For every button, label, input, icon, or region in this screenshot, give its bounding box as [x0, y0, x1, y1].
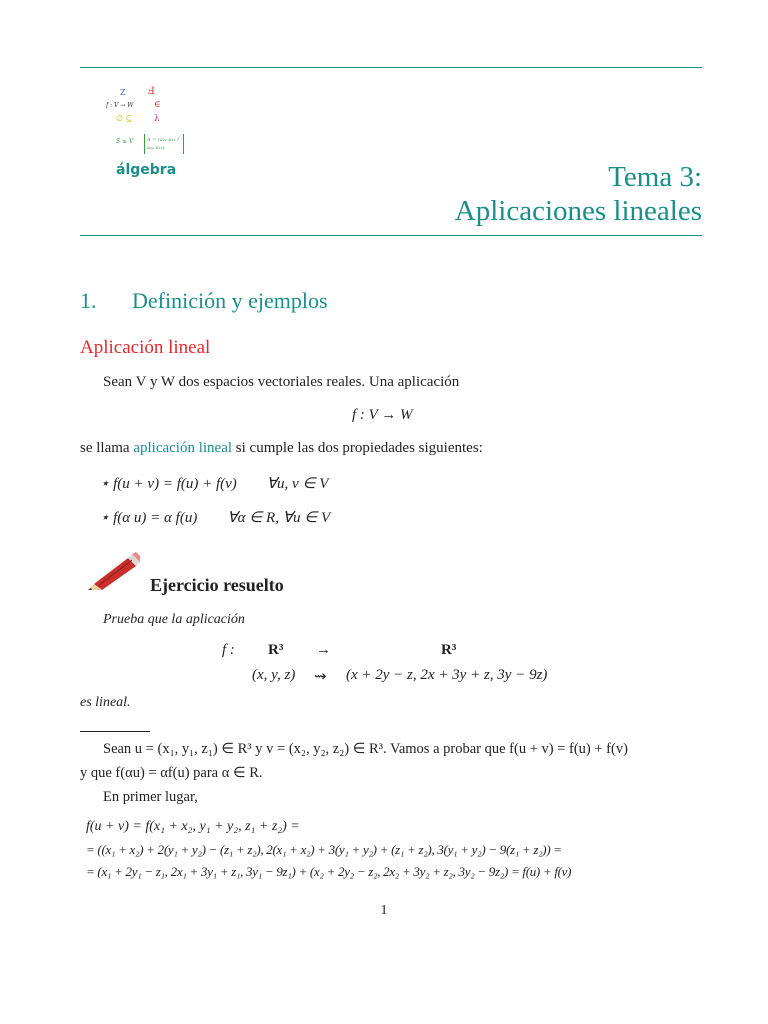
chapter-number: Tema 3:: [608, 161, 702, 193]
logo-subsets: ∅ ⊆: [116, 114, 133, 123]
section-number: 1.: [80, 288, 97, 313]
proof-line-2: y que f(αu) = αf(u) para α ∈ R.: [80, 765, 263, 781]
equation-line-3: = (x₁ + 2y₁ − z₁, 2x₁ + 3y₁ + z₁, 3y₁ − 9z₁) + (x₂ + 2y₂ − z₂, 2x₂ + 3y₂ + z₂, 3y₂ − 9z₂) = f(u) + f(v): [86, 864, 572, 879]
equation-line-2: = ((x₁ + x₂) + 2(y₁ + y₂) − (z₁ + z₂), 2(x₁ + x₂) + 3(y₁ + y₂) + (z₁ + z₂), 3(y₁ + y₂) − 9(z₁ + z₂)) =: [86, 842, 562, 857]
definition-intro: Sean V y W dos espacios vectoriales reales. Una aplicación: [103, 374, 460, 390]
section-title: Definición y ejemplos: [132, 288, 328, 313]
exercise-title: Ejercicio resuelto: [150, 575, 284, 595]
logo-in: ∈: [154, 100, 161, 110]
exercise-statement: Prueba que la aplicación: [103, 612, 245, 627]
top-rule: [80, 67, 702, 68]
logo-word: álgebra: [116, 162, 177, 178]
exercise-domain: R³: [268, 642, 284, 658]
exercise-codomain: R³: [441, 642, 457, 658]
chapter-name: Aplicaciones lineales: [454, 195, 702, 227]
definition-term: aplicación lineal: [133, 440, 233, 456]
exercise-element: (x, y, z): [252, 667, 296, 683]
property-homogeneity: ⋆ f(α u) = α f(u) ∀α ∈ R, ∀u ∈ V: [100, 510, 331, 526]
pencil-icon: [86, 550, 140, 590]
logo-subspace: S ≤ V: [116, 138, 134, 145]
section-heading: [80, 288, 328, 314]
definition-called-suffix: si cumple las dos propiedades siguientes:: [232, 440, 483, 456]
proof-line-3: En primer lugar,: [103, 789, 198, 805]
header-bottom-rule: [80, 235, 702, 236]
logo-red-symbol: Ⅎ: [148, 86, 155, 97]
subsection-heading: Aplicación lineal: [80, 337, 211, 358]
exercise-image: (x + 2y − z, 2x + 3y + z, 3y − 9z): [346, 667, 548, 683]
chapter-title: [455, 160, 702, 228]
exercise-f-label: f :: [222, 642, 235, 658]
proof-line-1: Sean u = (x₁, y₁, z₁) ∈ R³ y v = (x₂, y₂, z₂) ∈ R³. Vamos a probar que f(u + v) = f(u) + f(v): [103, 741, 628, 757]
algebra-logo: [104, 84, 194, 184]
logo-matrix: A = (a₁₁ a₁₂ / a₂₁ a₂₂): [144, 134, 184, 154]
definition-called-prefix: se llama: [80, 440, 134, 456]
logo-map: f : V → W: [106, 102, 134, 109]
exercise-squig-arrow: ⇝: [314, 669, 327, 685]
logo-z: Z: [120, 88, 126, 97]
exercise-conclusion: es lineal.: [80, 695, 131, 710]
definition-map: f : V → W: [352, 407, 413, 423]
equation-line-1: f(u + v) = f(x₁ + x₂, y₁ + y₂, z₁ + z₂) =: [86, 819, 300, 834]
property-additivity: ⋆ f(u + v) = f(u) + f(v) ∀u, v ∈ V: [100, 476, 329, 492]
exercise-arrow: →: [316, 642, 331, 658]
solution-separator: [80, 731, 150, 732]
page-number: 1: [380, 903, 388, 918]
definition-called: [80, 440, 483, 457]
logo-lambda: λ: [154, 114, 160, 124]
